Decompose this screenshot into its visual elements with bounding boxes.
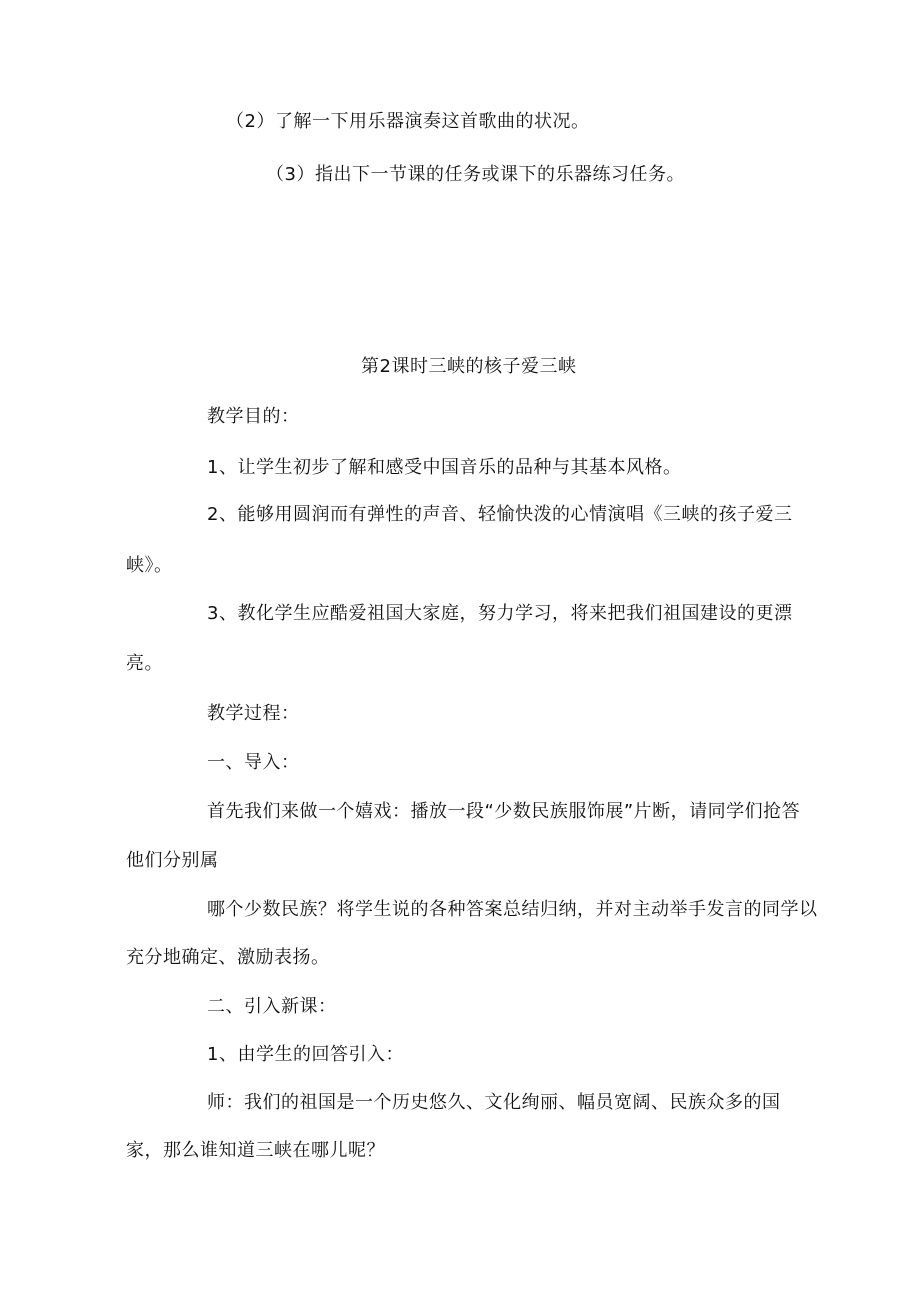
lesson-title: 第2课时三峡的核子爱三峡 [361,356,577,377]
objective-item-2-line-2: 峡》。 [126,555,173,576]
section-2-paragraph-1-line-1: 师：我们的祖国是一个历史悠久、文化绚丽、幅员宽阔、民族众多的国 [207,1092,781,1113]
section-2-paragraph-1-line-2: 家，那么谁知道三峡在哪儿呢？ [126,1140,385,1161]
section-1-paragraph-1-line-2: 他们分别属 [126,850,219,871]
section-2-heading: 二、引入新课： [207,996,337,1017]
intro-item-3: （3）指出下一节课的任务或课下的乐器练习任务。 [266,164,685,185]
section-2-item-1: 1、由学生的回答引入： [207,1044,404,1065]
process-heading: 教学过程： [207,703,300,724]
intro-item-2: （2）了解一下用乐器演奏这首歌曲的状况。 [226,111,590,132]
section-1-paragraph-2-line-2: 充分地确定、激励表扬。 [126,947,330,968]
objective-item-3-line-1: 3、教化学生应酷爱祖国大家庭，努力学习，将来把我们祖国建设的更漂 [207,603,793,624]
objective-item-2-line-1: 2、能够用圆润而有弹性的声音、轻愉快泼的心情演唱《三峡的孩子爱三 [207,504,793,525]
objectives-heading: 教学目的： [207,406,300,427]
section-1-paragraph-1-line-1: 首先我们来做一个嬉戏：播放一段“少数民族服饰展”片断，请同学们抢答 [207,801,801,822]
section-1-heading: 一、导入： [207,752,300,773]
objective-item-1: 1、让学生初步了解和感受中国音乐的品种与其基本风格。 [207,457,682,478]
objective-item-3-line-2: 亮。 [126,653,163,674]
section-1-paragraph-2-line-1: 哪个少数民族？将学生说的各种答案总结归纳，并对主动举手发言的同学以 [207,899,818,920]
